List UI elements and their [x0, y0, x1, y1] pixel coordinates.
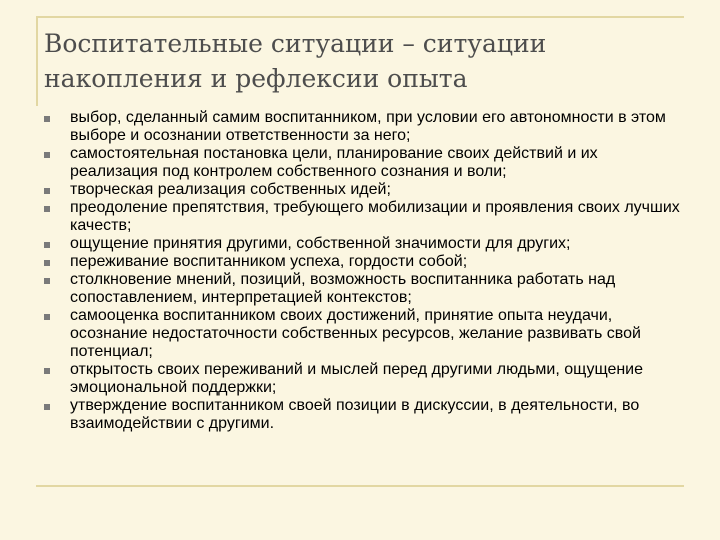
list-item	[44, 145, 684, 181]
square-bullet-icon	[44, 314, 50, 320]
square-bullet-icon	[44, 188, 50, 194]
list-item-text: самооценка воспитанником своих достижений, принятие опыта неудачи, осознание недостаточности собственных ресурсов, желание развивать свой потенциал;	[70, 307, 641, 360]
list-item-text: выбор, сделанный самим воспитанником, при условии его автономности в этом выборе и осознании ответственности за него;	[70, 109, 666, 144]
frame-top-line	[36, 16, 684, 18]
list-item-text: самостоятельная постановка цели, планирование своих действий и их реализация под контролем собственного сознания и воли;	[70, 145, 598, 180]
frame-bottom-line	[36, 485, 684, 487]
list-item	[44, 361, 684, 397]
list-item	[44, 307, 684, 361]
square-bullet-icon	[44, 206, 50, 212]
list-item-text: открытость своих переживаний и мыслей перед другими людьми, ощущение эмоциональной поддержки;	[70, 361, 644, 396]
list-item	[44, 235, 684, 253]
square-bullet-icon	[44, 152, 50, 158]
list-item-text: переживание воспитанником успеха, гордости собой;	[70, 253, 468, 270]
list-item	[44, 181, 684, 199]
square-bullet-icon	[44, 404, 50, 410]
slide-title: Воспитательные ситуации – ситуации накопления и рефлексии опыта	[44, 29, 547, 93]
square-bullet-icon	[44, 260, 50, 266]
frame-left-line	[36, 16, 38, 106]
list-item	[44, 253, 684, 271]
list-item-text: преодоление препятствия, требующего мобилизации и проявления своих лучших качеств;	[70, 199, 680, 234]
square-bullet-icon	[44, 368, 50, 374]
list-item	[44, 271, 684, 307]
list-item	[44, 397, 684, 433]
square-bullet-icon	[44, 116, 50, 122]
list-item-text: утверждение воспитанником своей позиции в дискуссии, в деятельности, во взаимодействии с другими.	[70, 397, 640, 432]
square-bullet-icon	[44, 242, 50, 248]
list-item-text: творческая реализация собственных идей;	[70, 181, 391, 198]
bullet-list	[44, 109, 684, 433]
list-item	[44, 109, 684, 145]
square-bullet-icon	[44, 278, 50, 284]
list-item	[44, 199, 684, 235]
list-item-text: столкновение мнений, позиций, возможность воспитанника работать над сопоставлением, интерпретацией контекстов;	[70, 271, 616, 306]
list-item-text: ощущение принятия другими, собственной значимости для других;	[70, 235, 571, 252]
